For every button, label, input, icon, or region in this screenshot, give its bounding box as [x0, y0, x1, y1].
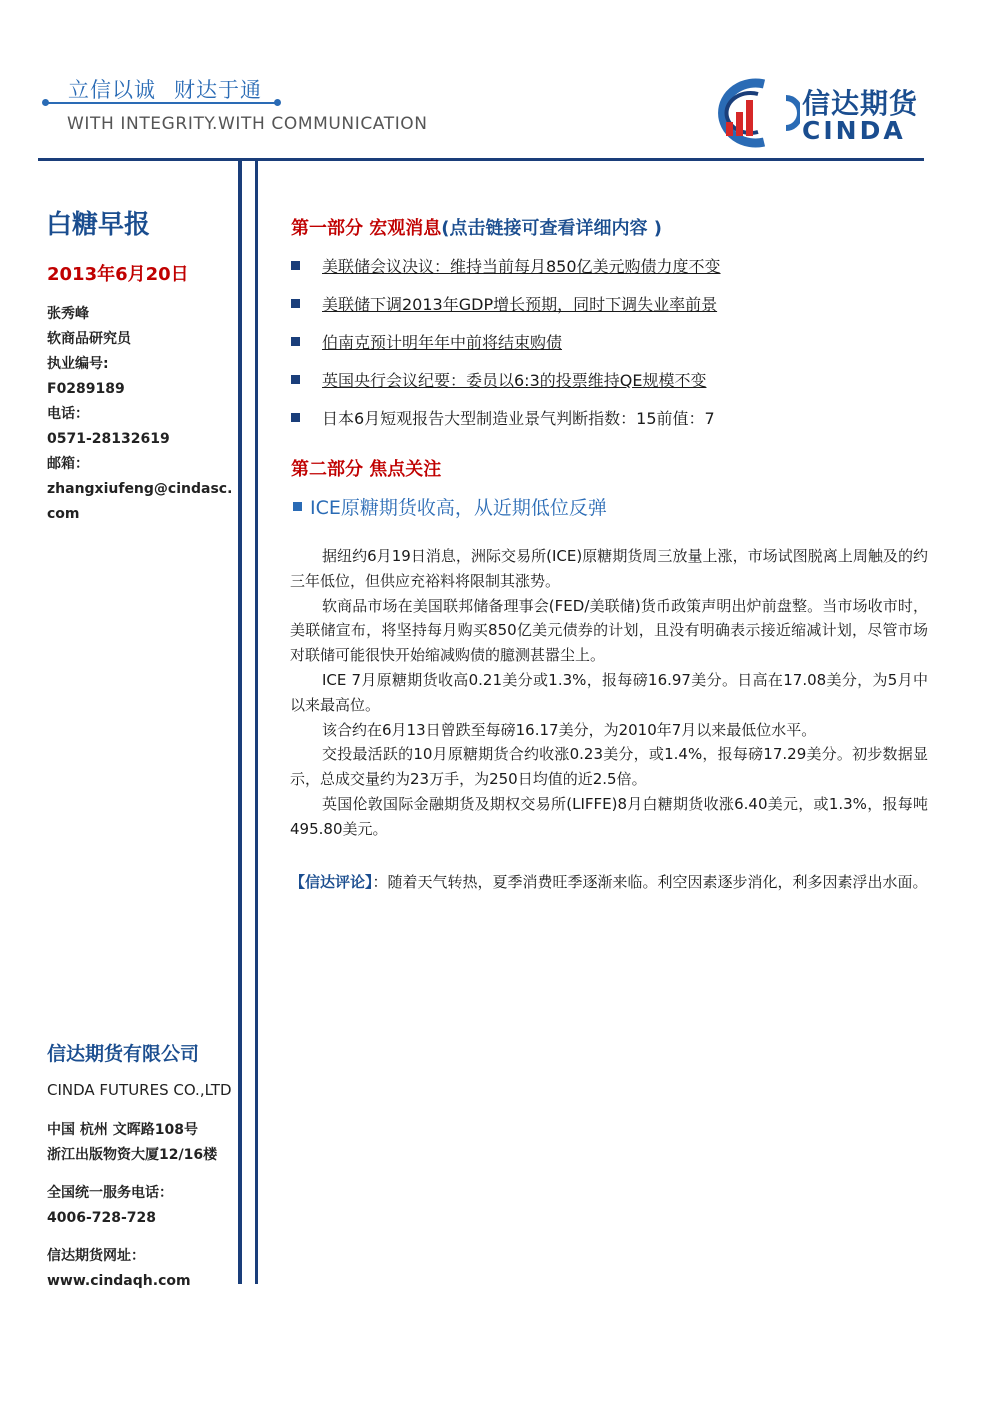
news-link-2[interactable]: 美联储下调2013年GDP增长预期，同时下调失业率前景: [322, 295, 718, 314]
news-link-1[interactable]: 美联储会议决议：维持当前每月850亿美元购债力度不变: [322, 257, 721, 276]
news-item[interactable]: [291, 292, 717, 315]
company-name-en: CINDA FUTURES CO.,LTD: [47, 1081, 232, 1099]
license-number: F0289189: [47, 381, 125, 397]
report-title: 白糖早报: [46, 210, 151, 240]
header-divider: [38, 158, 924, 161]
news-item[interactable]: [291, 254, 721, 277]
slogan-part-2: 财达于通: [174, 78, 262, 102]
news-item: [291, 406, 715, 429]
article-paragraph: 英国伦敦国际金融期货及期权交易所(LIFFE)8月白糖期货收涨6.40美元，或1.3%，报每吨495.80美元。: [290, 794, 928, 838]
section1-title: 第一部分 宏观消息: [291, 218, 442, 239]
article-paragraph: 据纽约6月19日消息，洲际交易所(ICE)原糖期货周三放量上涨，市场试图脱离上周触及的约三年低位，但供应充裕料将限制其涨势。: [290, 547, 928, 590]
focus-title: [293, 493, 607, 520]
article-paragraph: ICE 7月原糖期货收高0.21美分或1.3%，报每磅16.97美分。日高在17.08美分，为5月中以来最高位。: [290, 670, 928, 714]
comment-text: ：随着天气转热，夏季消费旺季逐渐来临。利空因素逐步消化，利多因素浮出水面。: [372, 873, 928, 891]
slogan-english: WITH INTEGRITY.WITH COMMUNICATION: [67, 114, 428, 134]
website-label: 信达期货网址：: [47, 1248, 145, 1264]
bullet-square-icon: [291, 261, 300, 270]
logo-chinese-text: 信达期货: [802, 87, 919, 120]
slogan-chinese: [68, 74, 262, 104]
company-name-cn: 信达期货有限公司: [47, 1043, 200, 1065]
company-website: [47, 1244, 237, 1294]
address-line-1: 中国 杭州 文晖路108号: [47, 1122, 198, 1138]
email-address[interactable]: zhangxiufeng@cindasc.com: [47, 481, 233, 522]
slogan-dot-right: [274, 99, 281, 106]
cinda-comment: [290, 870, 928, 895]
section2-heading: 第二部分 焦点关注: [291, 459, 442, 480]
bullet-square-icon: [291, 375, 300, 384]
article-body: [290, 544, 928, 842]
analyst-role: 软商品研究员: [47, 331, 131, 347]
slogan-underline: [46, 102, 278, 104]
website-url[interactable]: www.cindaqh.com: [47, 1273, 191, 1289]
column-divider-right: [255, 160, 258, 1284]
focus-title-text: ICE原糖期货收高，从近期低位反弹: [310, 497, 607, 519]
news-item[interactable]: [291, 368, 706, 391]
comment-tag: 【信达评论】: [290, 873, 373, 891]
news-text-5: 日本6月短观报告大型制造业景气判断指数：15前值：7: [322, 409, 715, 428]
phone-number: 0571-28132619: [47, 431, 170, 447]
news-item[interactable]: [291, 330, 562, 353]
service-phone-number: 4006-728-728: [47, 1210, 157, 1226]
slogan-part-1: 立信以诚: [68, 78, 156, 102]
bullet-square-icon: [291, 413, 300, 422]
analyst-info: [47, 302, 237, 527]
news-link-4[interactable]: 英国央行会议纪要：委员以6:3的投票维持QE规模不变: [322, 371, 707, 390]
logo-english-text: CINDA: [802, 116, 906, 145]
bullet-square-icon: [291, 337, 300, 346]
bullet-square-icon: [293, 502, 302, 511]
analyst-name: 张秀峰: [47, 306, 89, 322]
report-date: 2013年6月20日: [47, 264, 189, 285]
logo-mark-icon: [704, 78, 800, 148]
phone-label: 电话：: [47, 406, 89, 422]
section1-note: (点击链接可查看详细内容 ): [441, 218, 662, 239]
article-paragraph: 该合约在6月13日曾跌至每磅16.17美分，为2010年7月以来最低位水平。: [322, 720, 817, 739]
service-phone-label: 全国统一服务电话：: [47, 1185, 173, 1201]
license-label: 执业编号:: [47, 356, 109, 372]
section1-heading: [291, 214, 662, 240]
company-phone: [47, 1181, 237, 1231]
slogan-dot-left: [42, 99, 49, 106]
company-address: [47, 1118, 237, 1168]
column-divider-left: [238, 160, 242, 1284]
email-label: 邮箱：: [47, 456, 89, 472]
article-paragraph: 交投最活跃的10月原糖期货合约收涨0.23美分，或1.4%，报每磅17.29美分。初步数据显示，总成交量约为23万手，为250日均值的近2.5倍。: [290, 745, 928, 789]
article-paragraph: 软商品市场在美国联邦储备理事会(FED/美联储)货币政策声明出炉前盘整。当市场收市时，美联储宣布，将坚持每月购买850亿美元债券的计划，且没有明确表示接近缩减计划，尽管市场对联储可能很快开始缩减购债的臆测甚嚣尘上。: [290, 596, 928, 665]
bullet-square-icon: [291, 299, 300, 308]
address-line-2: 浙江出版物资大厦12/16楼: [47, 1147, 218, 1163]
cinda-logo: [704, 78, 926, 148]
news-link-3[interactable]: 伯南克预计明年年中前将结束购债: [322, 333, 563, 352]
